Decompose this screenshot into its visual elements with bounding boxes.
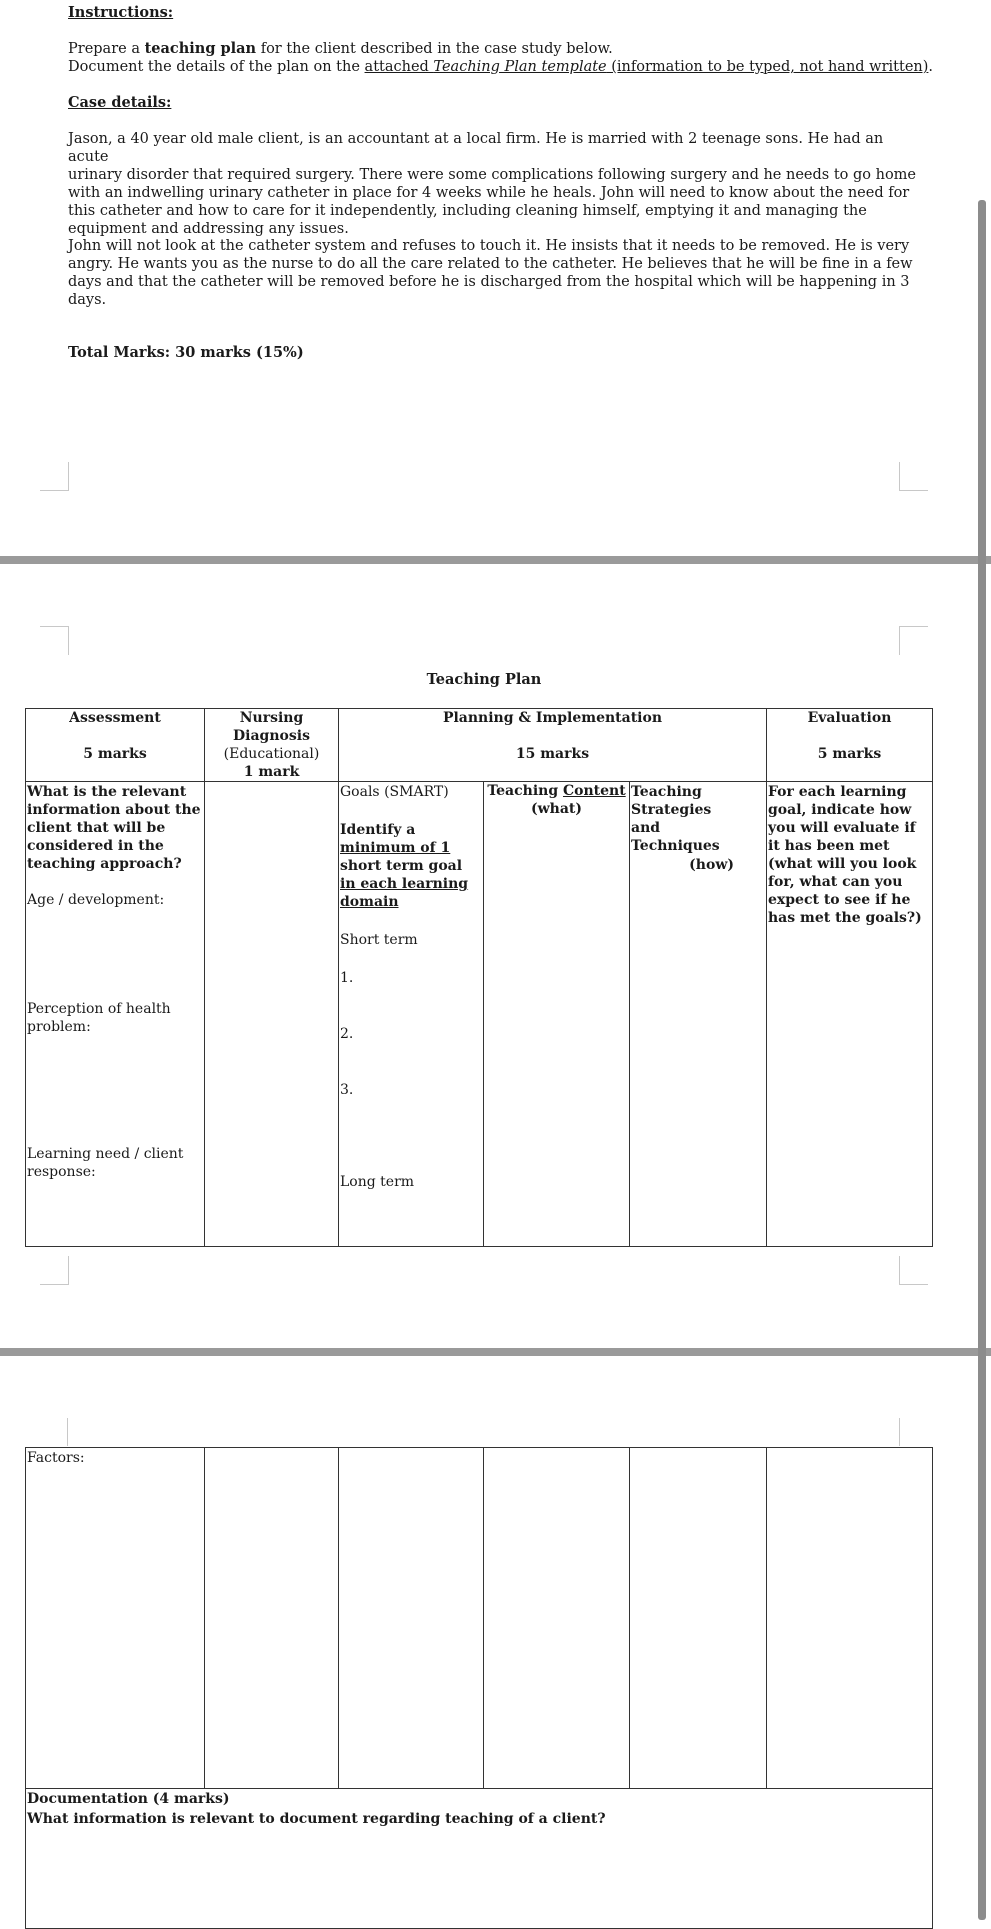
evaluation-header: Evaluation 5 marks — [767, 709, 933, 782]
page-corner-marker — [40, 462, 69, 491]
teaching-plan-title: Teaching Plan — [426, 671, 542, 688]
case-paragraph-1: Jason, a 40 year old male client, is an accountant at a local firm. He is married with 2 teenage sons. He had an acute urinary disorder that required surgery. There were some complications following surgery and he needs to go home with an indwelling urinary catheter in place for 4 weeks while he heals. John will need to know about the need for this catheter and how to care for it independently, including cleaning himself, emptying it and managing the equipment and addressing any issues. — [68, 131, 917, 237]
page-corner-marker — [899, 462, 928, 491]
page-separator — [0, 1348, 991, 1356]
case-paragraph-2: John will not look at the catheter system and refuses to touch it. He insists that it needs to be removed. He is very angry. He wants you as the nurse to do all the care related to the catheter. He believes that he will be fine in a few days and that the catheter will be removed before he is discharged from the hospital which will be happening in 3 days. — [68, 238, 913, 308]
factors-cell[interactable]: Factors: — [26, 1448, 205, 1789]
page-corner-marker — [899, 1418, 900, 1446]
strategies-cell[interactable]: Teaching Strategies and Techniques (how) — [630, 782, 767, 1247]
page-corner-marker — [40, 626, 69, 655]
goals-cell[interactable]: Goals (SMART) Identify a minimum of 1 short term goal in each learning domain Short term 1. 2. 3. Long term — [339, 782, 484, 1247]
teaching-plan-table — [25, 708, 933, 1247]
diagnosis-cell[interactable] — [205, 782, 339, 1247]
instructions-heading: Instructions: — [68, 4, 174, 21]
template-link[interactable]: attached Teaching Plan template (information to be typed, not hand written) — [364, 59, 929, 75]
goals-instruction: Identify a minimum of 1 short term goal in each learning domain — [340, 822, 469, 910]
page-corner-marker — [899, 626, 928, 655]
goals-cell-cont[interactable] — [339, 1448, 484, 1789]
instructions-line-2: Document the details of the plan on the attached Teaching Plan template (information to be typed, not hand written). — [68, 59, 934, 75]
teaching-plan-table-continued — [25, 1447, 933, 1929]
assessment-header: Assessment 5 marks — [26, 709, 205, 782]
instructions-line-1: Prepare a teaching plan for the client described in the case study below. — [68, 40, 613, 57]
diagnosis-header: Nursing Diagnosis (Educational) 1 mark — [205, 709, 339, 782]
evaluation-cell-cont[interactable] — [767, 1448, 933, 1789]
strategies-cell-cont[interactable] — [630, 1448, 767, 1789]
vertical-scrollbar[interactable] — [978, 200, 986, 1920]
diagnosis-cell-cont[interactable] — [205, 1448, 339, 1789]
total-marks: Total Marks: 30 marks (15%) — [68, 344, 304, 361]
content-cell-cont[interactable] — [484, 1448, 630, 1789]
documentation-cell[interactable]: Documentation (4 marks) What information is relevant to document regarding teaching of a client? — [26, 1789, 933, 1929]
assessment-cell[interactable]: What is the relevant information about the client that will be considered in the teaching approach? Age / development: Perception of health problem: Learning need / client response: — [26, 782, 205, 1247]
page-separator — [0, 556, 991, 564]
page-corner-marker — [40, 1256, 69, 1285]
evaluation-cell[interactable]: For each learning goal, indicate how you will evaluate if it has been met (what will you look for, what can you expect to see if he has met the goals?) — [767, 782, 933, 1247]
page-corner-marker — [899, 1256, 928, 1285]
planning-header: Planning & Implementation 15 marks — [339, 709, 767, 782]
content-title: Teaching Content — [487, 783, 626, 799]
page-corner-marker — [67, 1418, 68, 1446]
case-details-heading: Case details: — [68, 94, 172, 111]
content-cell[interactable]: Teaching Content (what) — [484, 782, 630, 1247]
